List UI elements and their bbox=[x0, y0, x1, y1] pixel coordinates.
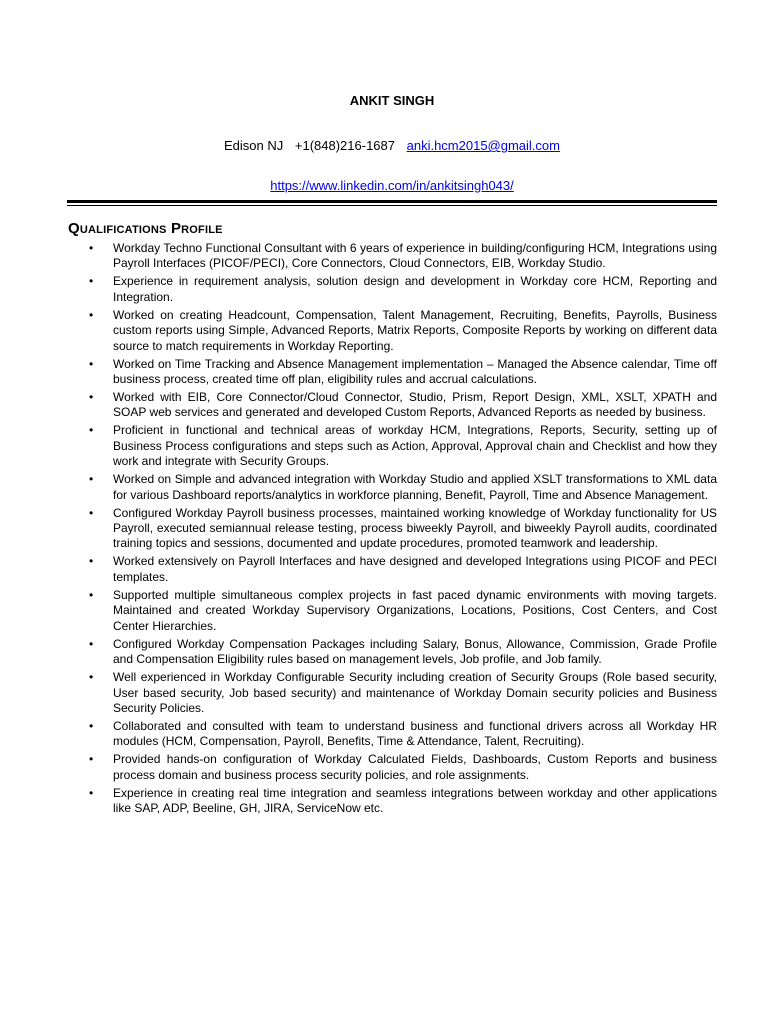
bullet-icon: • bbox=[89, 554, 94, 569]
list-item-text: Experience in requirement analysis, solution design and development in Workday core HCM, Reporting and Integration. bbox=[113, 274, 717, 304]
list-item-text: Configured Workday Payroll business processes, maintained working knowledge of Workday functionality for US Payroll, executed semiannual release testing, process biweekly Payroll, and biweekly Payroll audits, coordinated training topics and sessions, documented and update procedures, promoted teamwork and leadership. bbox=[113, 505, 717, 551]
list-item-text: Worked on creating Headcount, Compensation, Talent Management, Recruiting, Benefits, Payrolls, Business custom reports using Simple, Advanced Reports, Matrix Reports, Composite Reports by working on different data source to match requirements in Workday Reporting. bbox=[113, 307, 717, 353]
list-item-text: Configured Workday Compensation Packages including Salary, Bonus, Allowance, Commission, Grade Profile and Compensation Eligibility rules based on management levels, Job profile, and Job family. bbox=[113, 636, 717, 667]
list-item bbox=[0, 719, 717, 750]
list-item-text: Worked extensively on Payroll Interfaces and have designed and developed Integrations using PICOF and PECI templates. bbox=[113, 554, 717, 584]
bullet-icon: • bbox=[89, 785, 94, 800]
list-item-text: Provided hands-on configuration of Workday Calculated Fields, Dashboards, Custom Reports and business process domain and business process security policies, and role assignments. bbox=[113, 752, 717, 782]
bullet-icon: • bbox=[89, 356, 94, 371]
list-item-text: Proficient in functional and technical areas of workday HCM, Integrations, Reports, Security, setting up of Business Process configurations and steps such as Action, Approval, Approval chain and Checklist and how they work and integrate with Security Groups. bbox=[113, 423, 717, 469]
list-item bbox=[0, 241, 717, 272]
list-item bbox=[0, 554, 717, 585]
list-item-text: Collaborated and consulted with team to understand business and functional drivers across all Workday HR modules (HCM, Compensation, Payroll, Benefits, Time & Attendance, Talent, Recruiting). bbox=[113, 718, 717, 749]
list-item bbox=[0, 357, 717, 388]
list-item-text: Worked on Simple and advanced integration with Workday Studio and applied XSLT transformations to XML data for various Dashboard reports/analytics in workforce planning, Benefit, Payroll, Time and Absence Management. bbox=[113, 472, 717, 502]
bullet-icon: • bbox=[89, 423, 94, 438]
location-text: Edison NJ bbox=[224, 138, 284, 153]
bullet-icon: • bbox=[89, 505, 94, 520]
list-item bbox=[0, 637, 717, 668]
bullet-icon: • bbox=[89, 636, 94, 651]
list-item bbox=[0, 752, 717, 783]
list-item-text: Supported multiple simultaneous complex projects in fast paced dynamic environments with moving targets. Maintained and created Workday Supervisory Organizations, Locations, Positions, Cost Centers, and Cost Center Hierarchies. bbox=[113, 587, 717, 633]
list-item bbox=[0, 390, 717, 421]
list-item bbox=[0, 786, 717, 817]
bullet-icon: • bbox=[89, 752, 94, 767]
list-item-text: Well experienced in Workday Configurable Security including creation of Security Groups (Role based security, User based security, Job based security) and maintenance of Workday Domain security policies and Business Security Policies. bbox=[113, 670, 717, 715]
list-item bbox=[0, 308, 717, 354]
bullet-icon: • bbox=[89, 670, 94, 685]
contact-line bbox=[0, 138, 768, 153]
list-item-text: Worked with EIB, Core Connector/Cloud Connector, Studio, Prism, Report Design, XML, XSLT, XPATH and SOAP web services and generated and developed Custom Reports, Advanced Reports as needed by business. bbox=[113, 390, 717, 420]
bullet-icon: • bbox=[89, 718, 94, 733]
linkedin-link[interactable]: https://www.linkedin.com/in/ankitsingh043/ bbox=[270, 178, 514, 193]
header-divider-thick bbox=[67, 200, 717, 203]
section-title: Qualifications Profile bbox=[68, 220, 223, 237]
list-item-text: Workday Techno Functional Consultant with 6 years of experience in building/configuring HCM, Integrations using Payroll Interfaces (PICOF/PECI), Core Connectors, Cloud Connectors, EIB, Workday Studio. bbox=[113, 241, 717, 271]
candidate-name: ANKIT SINGH bbox=[349, 93, 435, 108]
list-item bbox=[0, 588, 717, 634]
list-item bbox=[0, 472, 717, 503]
list-item-text: Experience in creating real time integration and seamless integrations between workday and other applications like SAP, ADP, Beeline, GH, JIRA, ServiceNow etc. bbox=[113, 785, 717, 816]
bullet-icon: • bbox=[89, 241, 94, 255]
bullet-icon: • bbox=[89, 472, 94, 487]
bullet-icon: • bbox=[89, 274, 94, 289]
bullet-icon: • bbox=[89, 390, 94, 405]
linkedin-line bbox=[0, 178, 768, 193]
email-link[interactable]: anki.hcm2015@gmail.com bbox=[406, 138, 560, 153]
bullet-icon: • bbox=[89, 587, 94, 602]
bullet-icon: • bbox=[89, 307, 94, 322]
header-divider-thin bbox=[67, 205, 717, 206]
list-item bbox=[0, 274, 717, 305]
phone-text: +1(848)216-1687 bbox=[294, 138, 395, 153]
list-item-text: Worked on Time Tracking and Absence Management implementation – Managed the Absence calendar, Time off business process, created time off plan, eligibility rules and accrual calculations. bbox=[113, 356, 717, 387]
list-item bbox=[0, 423, 717, 469]
qualifications-list bbox=[0, 241, 768, 819]
list-item bbox=[0, 670, 717, 716]
list-item bbox=[0, 506, 717, 552]
